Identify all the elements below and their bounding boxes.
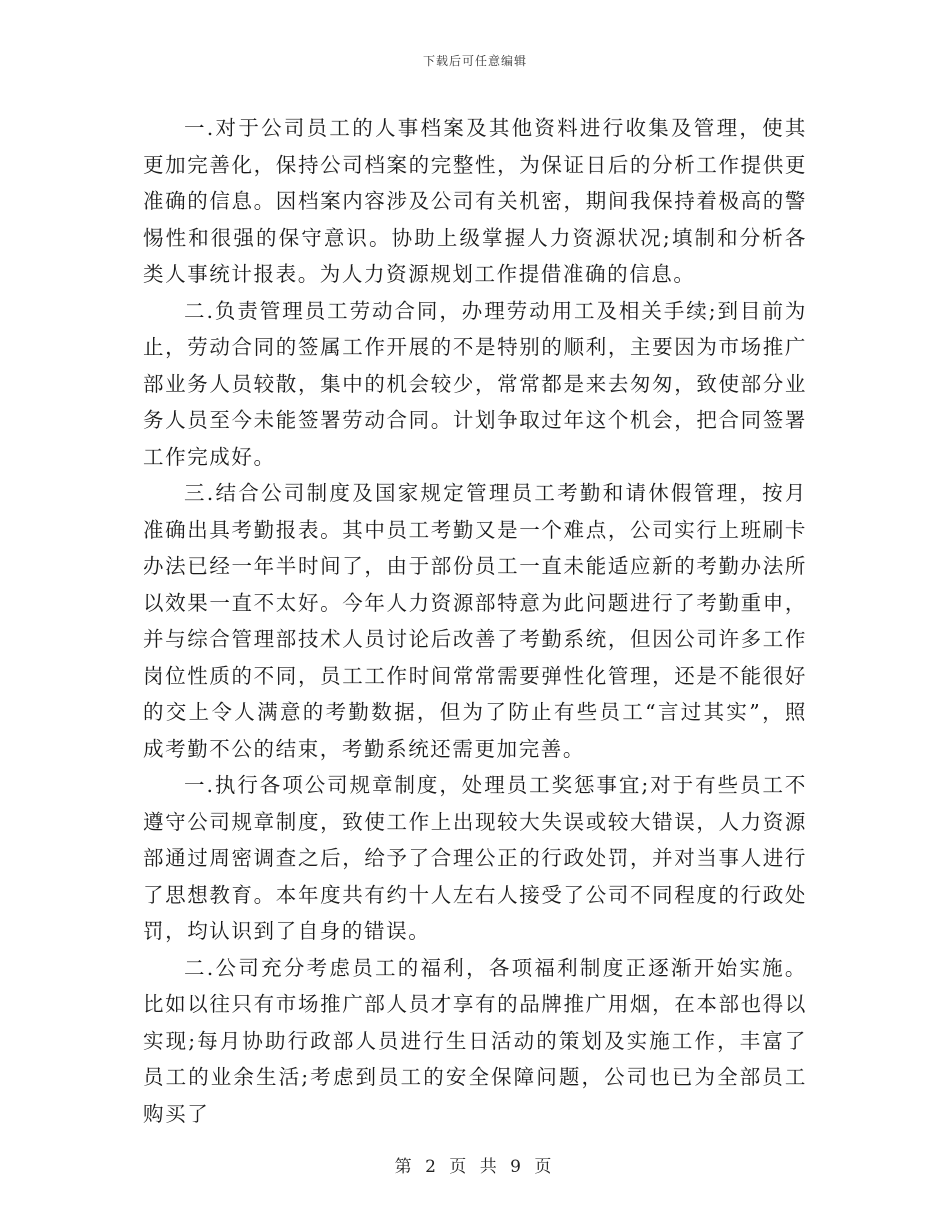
paragraph-employee-welfare: 二.公司充分考虑员工的福利，各项福利制度正逐渐开始实施。比如以往只有市场推广部人员才享有的品牌推广用烟，在本部也得以实现;每月协助行政部人员进行生日活动的策划及实施工作，丰富了员工的业余生活;考虑到员工的安全保障问题，公司也已为全部员工购买了 <box>143 955 807 1126</box>
paragraph-labor-contracts: 二.负责管理员工劳动合同，办理劳动用工及相关手续;到目前为止，劳动合同的签属工作开展的不是特别的顺利，主要因为市场推广部业务人员较散，集中的机会较少，常常都是来去匆匆，致使部分业务人员至今未能签署劳动合同。计划争取过年这个机会，把合同签署工作完成好。 <box>143 298 807 469</box>
page-number-footer: 第 2 页 共 9 页 <box>394 1157 556 1177</box>
paragraph-rules-discipline: 一.执行各项公司规章制度，处理员工奖惩事宜;对于有些员工不遵守公司规章制度，致使工作上出现较大失误或较大错误，人力资源部通过周密调查之后，给予了合理公正的行政处罚，并对当事人进行了思想教育。本年度共有约十人左右人接受了公司不同程度的行政处罚，均认识到了自身的错误。 <box>143 773 807 943</box>
document-body <box>143 110 807 1132</box>
paragraph-attendance: 三.结合公司制度及国家规定管理员工考勤和请休假管理，按月准确出具考勤报表。其中员工考勤又是一个难点，公司实行上班刷卡办法已经一年半时间了，由于部份员工一直未能适应新的考勤办法所以效果一直不太好。今年人力资源部特意为此问题进行了考勤重申，并与综合管理部技术人员讨论后改善了考勤系统，但因公司许多工作岗位性质的不同，员工工作时间常常需要弹性化管理，还是不能很好的交上令人满意的考勤数据，但为了防止有些员工“言过其实”，照成考勤不公的结束，考勤系统还需更加完善。 <box>143 481 807 761</box>
page-header-note: 下载后可任意编辑 <box>422 54 527 68</box>
paragraph-archives: 一.对于公司员工的人事档案及其他资料进行收集及管理，使其更加完善化，保持公司档案的完整性，为保证日后的分析工作提供更准确的信息。因档案内容涉及公司有关机密，期间我保持着极高的警惕性和很强的保守意识。协助上级掌握人力资源状况;填制和分析各类人事统计报表。为人力资源规划工作提借准确的信息。 <box>143 116 807 286</box>
